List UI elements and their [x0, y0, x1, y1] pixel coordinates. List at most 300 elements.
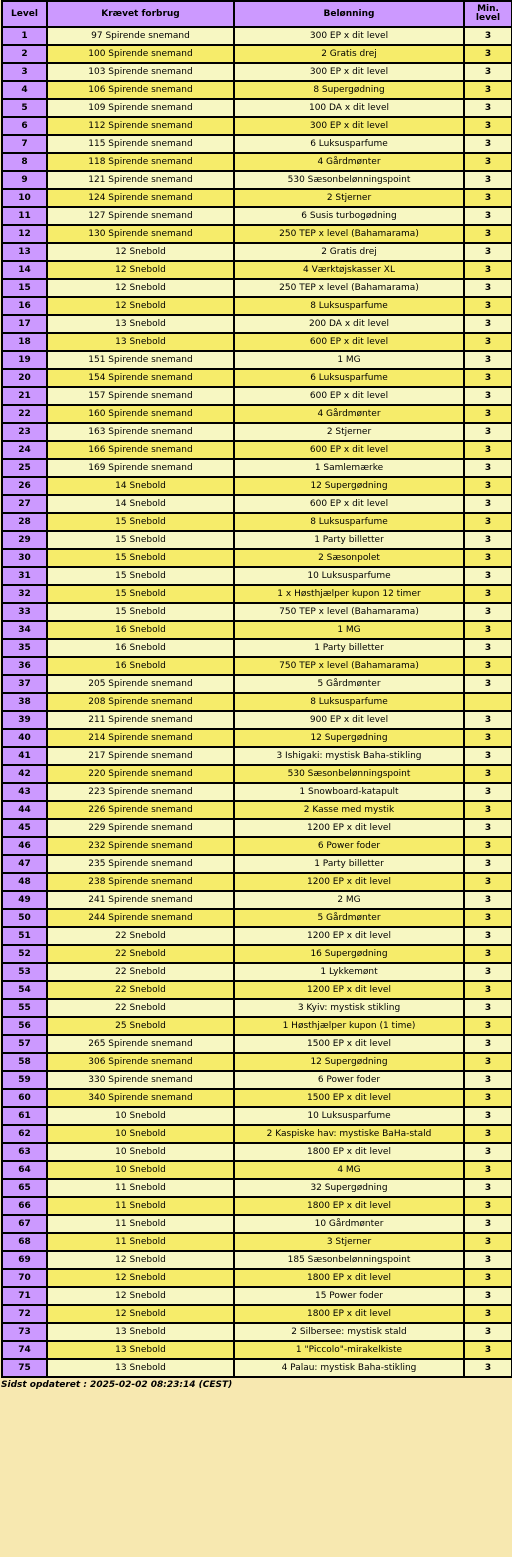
level-cell: 29: [2, 531, 47, 549]
reward-cell: 1200 EP x dit level: [234, 819, 464, 837]
required-cell: 12 Snebold: [47, 1305, 234, 1323]
reward-cell: 1200 EP x dit level: [234, 981, 464, 999]
level-cell: 15: [2, 279, 47, 297]
table-row: [2, 459, 512, 477]
required-cell: 16 Snebold: [47, 621, 234, 639]
reward-cell: 250 TEP x level (Bahamarama): [234, 279, 464, 297]
level-cell: 72: [2, 1305, 47, 1323]
reward-cell: 2 Kaspiske hav: mystiske BaHa-stald: [234, 1125, 464, 1143]
level-cell: 11: [2, 207, 47, 225]
required-cell: 15 Snebold: [47, 603, 234, 621]
reward-cell: 1800 EP x dit level: [234, 1269, 464, 1287]
min-level-cell: 3: [464, 423, 512, 441]
reward-cell: 10 Gårdmønter: [234, 1215, 464, 1233]
table-row: [2, 909, 512, 927]
level-cell: 34: [2, 621, 47, 639]
header-reward: Belønning: [234, 1, 464, 27]
level-cell: 8: [2, 153, 47, 171]
min-level-cell: 3: [464, 441, 512, 459]
min-level-cell: 3: [464, 855, 512, 873]
table-body: [2, 27, 512, 1377]
required-cell: 106 Spirende snemand: [47, 81, 234, 99]
level-cell: 13: [2, 243, 47, 261]
reward-cell: 4 Gårdmønter: [234, 405, 464, 423]
table-row: [2, 1287, 512, 1305]
reward-cell: 1800 EP x dit level: [234, 1143, 464, 1161]
table-row: [2, 171, 512, 189]
min-level-cell: 3: [464, 1359, 512, 1377]
table-row: [2, 1251, 512, 1269]
header-required: Krævet forbrug: [47, 1, 234, 27]
reward-cell: 1 "Piccolo"-mirakelkiste: [234, 1341, 464, 1359]
table-row: [2, 1053, 512, 1071]
required-cell: 14 Snebold: [47, 495, 234, 513]
table-row: [2, 729, 512, 747]
reward-cell: 3 Stjerner: [234, 1233, 464, 1251]
required-cell: 112 Spirende snemand: [47, 117, 234, 135]
table-row: [2, 1305, 512, 1323]
required-cell: 12 Snebold: [47, 243, 234, 261]
reward-cell: 1 MG: [234, 351, 464, 369]
min-level-cell: 3: [464, 1053, 512, 1071]
table-row: [2, 639, 512, 657]
level-cell: 51: [2, 927, 47, 945]
min-level-cell: 3: [464, 729, 512, 747]
reward-cell: 750 TEP x level (Bahamarama): [234, 603, 464, 621]
table-row: [2, 279, 512, 297]
required-cell: 109 Spirende snemand: [47, 99, 234, 117]
required-cell: 10 Snebold: [47, 1125, 234, 1143]
header-min-level-line2: level: [475, 13, 501, 23]
level-cell: 14: [2, 261, 47, 279]
required-cell: 169 Spirende snemand: [47, 459, 234, 477]
level-cell: 6: [2, 117, 47, 135]
required-cell: 11 Snebold: [47, 1233, 234, 1251]
reward-cell: 16 Supergødning: [234, 945, 464, 963]
required-cell: 166 Spirende snemand: [47, 441, 234, 459]
table-row: [2, 225, 512, 243]
table-row: [2, 387, 512, 405]
level-cell: 21: [2, 387, 47, 405]
table-row: [2, 873, 512, 891]
min-level-cell: 3: [464, 27, 512, 45]
required-cell: 214 Spirende snemand: [47, 729, 234, 747]
min-level-cell: 3: [464, 1143, 512, 1161]
min-level-cell: 3: [464, 1197, 512, 1215]
level-cell: 25: [2, 459, 47, 477]
min-level-cell: 3: [464, 1125, 512, 1143]
min-level-cell: 3: [464, 1035, 512, 1053]
required-cell: 12 Snebold: [47, 1269, 234, 1287]
required-cell: 241 Spirende snemand: [47, 891, 234, 909]
table-row: [2, 621, 512, 639]
min-level-cell: 3: [464, 927, 512, 945]
table-row: [2, 963, 512, 981]
reward-cell: 1 Snowboard-katapult: [234, 783, 464, 801]
required-cell: 22 Snebold: [47, 927, 234, 945]
reward-cell: 2 Sæsonpolet: [234, 549, 464, 567]
required-cell: 22 Snebold: [47, 963, 234, 981]
reward-cell: 8 Luksusparfume: [234, 513, 464, 531]
reward-cell: 4 MG: [234, 1161, 464, 1179]
level-cell: 39: [2, 711, 47, 729]
table-row: [2, 405, 512, 423]
table-row: [2, 549, 512, 567]
required-cell: 211 Spirende snemand: [47, 711, 234, 729]
min-level-cell: 3: [464, 45, 512, 63]
level-cell: 61: [2, 1107, 47, 1125]
table-row: [2, 603, 512, 621]
min-level-cell: 3: [464, 405, 512, 423]
table-row: [2, 981, 512, 999]
reward-cell: 600 EP x dit level: [234, 333, 464, 351]
min-level-cell: 3: [464, 1341, 512, 1359]
header-min-level: [464, 1, 512, 27]
reward-cell: 6 Luksusparfume: [234, 369, 464, 387]
reward-cell: 2 Gratis drej: [234, 243, 464, 261]
level-cell: 18: [2, 333, 47, 351]
min-level-cell: [464, 693, 512, 711]
min-level-cell: 3: [464, 675, 512, 693]
reward-cell: 1500 EP x dit level: [234, 1035, 464, 1053]
reward-cell: 200 DA x dit level: [234, 315, 464, 333]
reward-cell: 530 Sæsonbelønningspoint: [234, 171, 464, 189]
table-row: [2, 477, 512, 495]
table-row: [2, 1269, 512, 1287]
level-cell: 27: [2, 495, 47, 513]
table-row: [2, 585, 512, 603]
reward-cell: 1 Samlemærke: [234, 459, 464, 477]
min-level-cell: 3: [464, 1089, 512, 1107]
table-row: [2, 801, 512, 819]
reward-cell: 6 Power foder: [234, 837, 464, 855]
min-level-cell: 3: [464, 1287, 512, 1305]
reward-cell: 8 Luksusparfume: [234, 693, 464, 711]
min-level-cell: 3: [464, 639, 512, 657]
reward-cell: 1800 EP x dit level: [234, 1197, 464, 1215]
level-cell: 31: [2, 567, 47, 585]
required-cell: 118 Spirende snemand: [47, 153, 234, 171]
min-level-cell: 3: [464, 135, 512, 153]
table-row: [2, 1035, 512, 1053]
reward-cell: 3 Kyiv: mystisk stikling: [234, 999, 464, 1017]
table-row: [2, 675, 512, 693]
reward-cell: 4 Værktøjskasser XL: [234, 261, 464, 279]
table-row: [2, 1323, 512, 1341]
reward-cell: 6 Susis turbogødning: [234, 207, 464, 225]
level-cell: 74: [2, 1341, 47, 1359]
level-cell: 40: [2, 729, 47, 747]
table-row: [2, 261, 512, 279]
reward-cell: 4 Gårdmønter: [234, 153, 464, 171]
required-cell: 306 Spirende snemand: [47, 1053, 234, 1071]
table-row: [2, 1179, 512, 1197]
min-level-cell: 3: [464, 1017, 512, 1035]
min-level-cell: 3: [464, 603, 512, 621]
min-level-cell: 3: [464, 261, 512, 279]
level-cell: 52: [2, 945, 47, 963]
required-cell: 13 Snebold: [47, 333, 234, 351]
reward-cell: 2 Kasse med mystik: [234, 801, 464, 819]
min-level-cell: 3: [464, 369, 512, 387]
table-row: [2, 765, 512, 783]
reward-cell: 600 EP x dit level: [234, 495, 464, 513]
reward-cell: 900 EP x dit level: [234, 711, 464, 729]
reward-cell: 2 Silbersee: mystisk stald: [234, 1323, 464, 1341]
reward-cell: 750 TEP x level (Bahamarama): [234, 657, 464, 675]
required-cell: 12 Snebold: [47, 279, 234, 297]
level-cell: 3: [2, 63, 47, 81]
reward-cell: 2 Stjerner: [234, 189, 464, 207]
min-level-cell: 3: [464, 1251, 512, 1269]
required-cell: 97 Spirende snemand: [47, 27, 234, 45]
table-row: [2, 1125, 512, 1143]
required-cell: 22 Snebold: [47, 981, 234, 999]
min-level-cell: 3: [464, 531, 512, 549]
level-cell: 19: [2, 351, 47, 369]
level-cell: 47: [2, 855, 47, 873]
table-row: [2, 1215, 512, 1233]
level-cell: 71: [2, 1287, 47, 1305]
reward-cell: 6 Power foder: [234, 1071, 464, 1089]
table-row: [2, 441, 512, 459]
required-cell: 25 Snebold: [47, 1017, 234, 1035]
min-level-cell: 3: [464, 1215, 512, 1233]
required-cell: 226 Spirende snemand: [47, 801, 234, 819]
level-cell: 63: [2, 1143, 47, 1161]
table-row: [2, 891, 512, 909]
required-cell: 15 Snebold: [47, 567, 234, 585]
required-cell: 12 Snebold: [47, 261, 234, 279]
level-cell: 46: [2, 837, 47, 855]
reward-cell: 300 EP x dit level: [234, 27, 464, 45]
header-row: [2, 1, 512, 27]
level-cell: 53: [2, 963, 47, 981]
level-cell: 68: [2, 1233, 47, 1251]
table-row: [2, 567, 512, 585]
required-cell: 157 Spirende snemand: [47, 387, 234, 405]
min-level-cell: 3: [464, 873, 512, 891]
level-cell: 58: [2, 1053, 47, 1071]
min-level-cell: 3: [464, 477, 512, 495]
required-cell: 244 Spirende snemand: [47, 909, 234, 927]
required-cell: 12 Snebold: [47, 1287, 234, 1305]
reward-cell: 2 Stjerner: [234, 423, 464, 441]
required-cell: 14 Snebold: [47, 477, 234, 495]
min-level-cell: 3: [464, 315, 512, 333]
min-level-cell: 3: [464, 891, 512, 909]
level-cell: 37: [2, 675, 47, 693]
required-cell: 11 Snebold: [47, 1197, 234, 1215]
table-row: [2, 27, 512, 45]
level-cell: 65: [2, 1179, 47, 1197]
min-level-cell: 3: [464, 1179, 512, 1197]
reward-cell: 5 Gårdmønter: [234, 909, 464, 927]
level-cell: 59: [2, 1071, 47, 1089]
reward-cell: 1800 EP x dit level: [234, 1305, 464, 1323]
table-row: [2, 657, 512, 675]
required-cell: 22 Snebold: [47, 945, 234, 963]
table-row: [2, 63, 512, 81]
level-cell: 36: [2, 657, 47, 675]
required-cell: 229 Spirende snemand: [47, 819, 234, 837]
level-cell: 54: [2, 981, 47, 999]
required-cell: 16 Snebold: [47, 639, 234, 657]
reward-cell: 1 x Høsthjælper kupon 12 timer: [234, 585, 464, 603]
reward-cell: 1 MG: [234, 621, 464, 639]
min-level-cell: 3: [464, 783, 512, 801]
reward-cell: 600 EP x dit level: [234, 387, 464, 405]
reward-cell: 1200 EP x dit level: [234, 873, 464, 891]
level-cell: 66: [2, 1197, 47, 1215]
required-cell: 15 Snebold: [47, 585, 234, 603]
min-level-cell: 3: [464, 333, 512, 351]
level-cell: 4: [2, 81, 47, 99]
required-cell: 154 Spirende snemand: [47, 369, 234, 387]
table-row: [2, 423, 512, 441]
table-row: [2, 81, 512, 99]
level-cell: 12: [2, 225, 47, 243]
required-cell: 130 Spirende snemand: [47, 225, 234, 243]
table-row: [2, 297, 512, 315]
table-row: [2, 1071, 512, 1089]
table-row: [2, 819, 512, 837]
required-cell: 10 Snebold: [47, 1143, 234, 1161]
table-row: [2, 747, 512, 765]
required-cell: 235 Spirende snemand: [47, 855, 234, 873]
level-cell: 75: [2, 1359, 47, 1377]
reward-cell: 8 Supergødning: [234, 81, 464, 99]
table-row: [2, 135, 512, 153]
min-level-cell: 3: [464, 117, 512, 135]
table-row: [2, 513, 512, 531]
level-cell: 38: [2, 693, 47, 711]
level-cell: 20: [2, 369, 47, 387]
table-row: [2, 1233, 512, 1251]
table-row: [2, 531, 512, 549]
reward-cell: 100 DA x dit level: [234, 99, 464, 117]
min-level-cell: 3: [464, 81, 512, 99]
min-level-cell: 3: [464, 549, 512, 567]
table-row: [2, 1143, 512, 1161]
required-cell: 15 Snebold: [47, 531, 234, 549]
table-row: [2, 1089, 512, 1107]
min-level-cell: 3: [464, 1305, 512, 1323]
min-level-cell: 3: [464, 189, 512, 207]
reward-cell: 4 Palau: mystisk Baha-stikling: [234, 1359, 464, 1377]
reward-cell: 32 Supergødning: [234, 1179, 464, 1197]
required-cell: 127 Spirende snemand: [47, 207, 234, 225]
reward-cell: 300 EP x dit level: [234, 63, 464, 81]
min-level-cell: 3: [464, 297, 512, 315]
level-cell: 2: [2, 45, 47, 63]
reward-cell: 12 Supergødning: [234, 1053, 464, 1071]
table-row: [2, 351, 512, 369]
header-level: Level: [2, 1, 47, 27]
table-row: [2, 1017, 512, 1035]
required-cell: 22 Snebold: [47, 999, 234, 1017]
table-row: [2, 207, 512, 225]
min-level-cell: 3: [464, 567, 512, 585]
reward-cell: 185 Sæsonbelønningspoint: [234, 1251, 464, 1269]
required-cell: 232 Spirende snemand: [47, 837, 234, 855]
level-cell: 60: [2, 1089, 47, 1107]
level-cell: 23: [2, 423, 47, 441]
min-level-cell: 3: [464, 351, 512, 369]
level-cell: 62: [2, 1125, 47, 1143]
required-cell: 208 Spirende snemand: [47, 693, 234, 711]
level-cell: 48: [2, 873, 47, 891]
reward-cell: 1 Party billetter: [234, 531, 464, 549]
level-cell: 32: [2, 585, 47, 603]
reward-cell: 300 EP x dit level: [234, 117, 464, 135]
level-cell: 22: [2, 405, 47, 423]
min-level-cell: 3: [464, 765, 512, 783]
level-cell: 73: [2, 1323, 47, 1341]
table-row: [2, 243, 512, 261]
min-level-cell: 3: [464, 1323, 512, 1341]
rewards-table: [1, 0, 512, 1378]
level-cell: 50: [2, 909, 47, 927]
min-level-cell: 3: [464, 945, 512, 963]
required-cell: 265 Spirende snemand: [47, 1035, 234, 1053]
header-min-level-line1: Min.: [477, 4, 499, 14]
reward-cell: 1500 EP x dit level: [234, 1089, 464, 1107]
reward-cell: 2 Gratis drej: [234, 45, 464, 63]
reward-cell: 15 Power foder: [234, 1287, 464, 1305]
table-row: [2, 1197, 512, 1215]
reward-cell: 2 MG: [234, 891, 464, 909]
required-cell: 13 Snebold: [47, 315, 234, 333]
reward-cell: 3 Ishigaki: mystisk Baha-stikling: [234, 747, 464, 765]
level-cell: 35: [2, 639, 47, 657]
level-cell: 64: [2, 1161, 47, 1179]
level-cell: 28: [2, 513, 47, 531]
level-cell: 41: [2, 747, 47, 765]
reward-cell: 1200 EP x dit level: [234, 927, 464, 945]
table-row: [2, 495, 512, 513]
min-level-cell: 3: [464, 657, 512, 675]
table-row: [2, 927, 512, 945]
required-cell: 11 Snebold: [47, 1179, 234, 1197]
min-level-cell: 3: [464, 387, 512, 405]
table-row: [2, 999, 512, 1017]
min-level-cell: 3: [464, 963, 512, 981]
level-cell: 70: [2, 1269, 47, 1287]
level-cell: 24: [2, 441, 47, 459]
min-level-cell: 3: [464, 243, 512, 261]
min-level-cell: 3: [464, 171, 512, 189]
reward-cell: 8 Luksusparfume: [234, 297, 464, 315]
table-row: [2, 1359, 512, 1377]
last-updated: Sidst opdateret : 2025-02-02 08:23:14 (CEST): [1, 1380, 233, 1390]
table-row: [2, 45, 512, 63]
level-cell: 67: [2, 1215, 47, 1233]
level-cell: 43: [2, 783, 47, 801]
level-cell: 5: [2, 99, 47, 117]
reward-cell: 12 Supergødning: [234, 729, 464, 747]
required-cell: 13 Snebold: [47, 1341, 234, 1359]
level-cell: 1: [2, 27, 47, 45]
level-cell: 33: [2, 603, 47, 621]
reward-cell: 1 Party billetter: [234, 855, 464, 873]
min-level-cell: 3: [464, 279, 512, 297]
level-cell: 55: [2, 999, 47, 1017]
required-cell: 11 Snebold: [47, 1215, 234, 1233]
required-cell: 223 Spirende snemand: [47, 783, 234, 801]
table-row: [2, 369, 512, 387]
required-cell: 100 Spirende snemand: [47, 45, 234, 63]
